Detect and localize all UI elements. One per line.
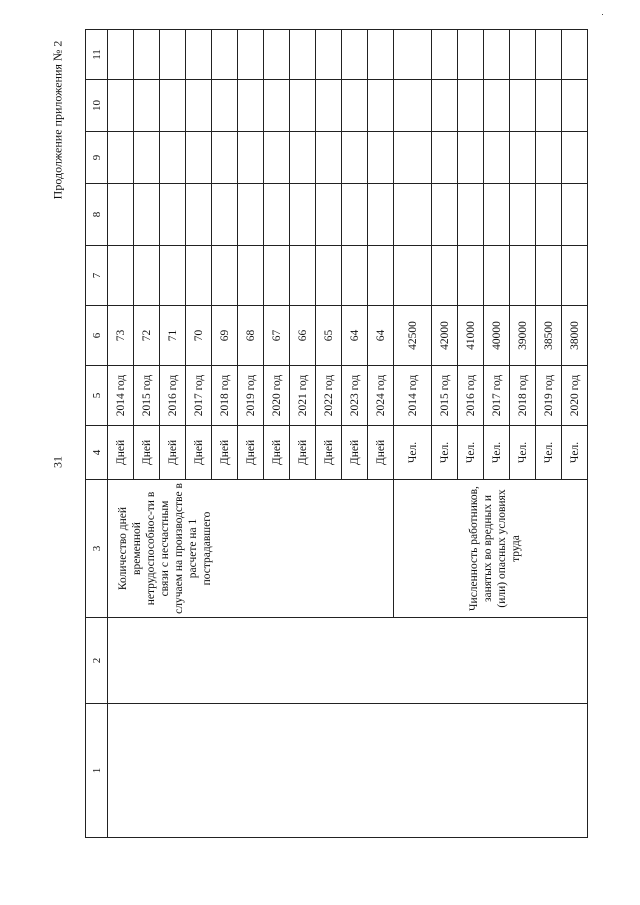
- empty-cell-col9: [562, 132, 588, 184]
- year-cell: 2014 год: [108, 366, 134, 426]
- column-number-9: 9: [86, 132, 108, 184]
- empty-cell-col10: [342, 80, 368, 132]
- empty-cell-col11: [212, 30, 238, 80]
- empty-cell-col9: [134, 132, 160, 184]
- empty-cell-col11: [108, 30, 134, 80]
- unit-cell: Чел.: [458, 426, 484, 480]
- unit-cell: Дней: [316, 426, 342, 480]
- empty-cell-col10: [510, 80, 536, 132]
- empty-cell-col10: [432, 80, 458, 132]
- empty-cell-col7: [108, 246, 134, 306]
- unit-cell: Чел.: [432, 426, 458, 480]
- appendix-continuation-note: Продолжение приложения № 2: [50, 40, 65, 200]
- empty-cell-col11: [134, 30, 160, 80]
- empty-cell-col8: [160, 184, 186, 246]
- empty-cell-col9: [264, 132, 290, 184]
- empty-cell-col11: [342, 30, 368, 80]
- empty-cell-col9: [186, 132, 212, 184]
- value-cell: 67: [264, 306, 290, 366]
- empty-cell-col8: [368, 184, 394, 246]
- empty-cell-col8: [186, 184, 212, 246]
- empty-cell-col10: [264, 80, 290, 132]
- year-cell: 2020 год: [264, 366, 290, 426]
- empty-cell-col9: [510, 132, 536, 184]
- empty-cell-col9: [394, 132, 432, 184]
- empty-cell-col10: [238, 80, 264, 132]
- unit-cell: Чел.: [394, 426, 432, 480]
- empty-cell-col11: [160, 30, 186, 80]
- empty-cell-col9: [212, 132, 238, 184]
- year-cell: 2023 год: [342, 366, 368, 426]
- column-number-3: 3: [86, 480, 108, 618]
- empty-cell-col7: [562, 246, 588, 306]
- year-cell: 2019 год: [536, 366, 562, 426]
- unit-cell: Дней: [342, 426, 368, 480]
- empty-cell-col8: [510, 184, 536, 246]
- empty-cell-col7: [134, 246, 160, 306]
- indicator-name: Численность работников, занятых во вредных и (или) опасных условиях труда: [394, 480, 588, 618]
- empty-cell-col10: [108, 80, 134, 132]
- empty-cell-col8: [134, 184, 160, 246]
- empty-cell-col9: [160, 132, 186, 184]
- empty-cell-col7: [238, 246, 264, 306]
- empty-cell-col8: [108, 184, 134, 246]
- empty-cell-col10: [160, 80, 186, 132]
- value-cell: 38000: [562, 306, 588, 366]
- year-cell: 2015 год: [432, 366, 458, 426]
- empty-cell-col11: [536, 30, 562, 80]
- data-table-frame: [85, 30, 581, 838]
- empty-cell-col8: [484, 184, 510, 246]
- empty-cell-col8: [212, 184, 238, 246]
- empty-cell-col9: [432, 132, 458, 184]
- column-number-5: 5: [86, 366, 108, 426]
- value-cell: 39000: [510, 306, 536, 366]
- empty-cell-col11: [432, 30, 458, 80]
- empty-cell-col8: [238, 184, 264, 246]
- unit-cell: Дней: [186, 426, 212, 480]
- empty-cell-col9: [536, 132, 562, 184]
- value-cell: 71: [160, 306, 186, 366]
- empty-cell-col7: [484, 246, 510, 306]
- empty-cell-col8: [394, 184, 432, 246]
- empty-cell-col9: [342, 132, 368, 184]
- empty-cell-col7: [368, 246, 394, 306]
- empty-cell-col11: [510, 30, 536, 80]
- empty-cell-col10: [186, 80, 212, 132]
- value-cell: 70: [186, 306, 212, 366]
- year-cell: 2020 год: [562, 366, 588, 426]
- empty-cell-col9: [290, 132, 316, 184]
- column-number-10: 10: [86, 80, 108, 132]
- unit-cell: Чел.: [510, 426, 536, 480]
- year-cell: 2015 год: [134, 366, 160, 426]
- empty-cell-col8: [342, 184, 368, 246]
- column-number-1: 1: [86, 704, 108, 838]
- unit-cell: Дней: [238, 426, 264, 480]
- unit-cell: Дней: [212, 426, 238, 480]
- empty-cell-col10: [316, 80, 342, 132]
- unit-cell: Дней: [264, 426, 290, 480]
- empty-cell-col11: [484, 30, 510, 80]
- empty-cell-col11: [238, 30, 264, 80]
- empty-cell-col9: [238, 132, 264, 184]
- value-cell: 66: [290, 306, 316, 366]
- empty-cell-col7: [316, 246, 342, 306]
- unit-cell: Дней: [134, 426, 160, 480]
- indicator-table: [85, 29, 588, 838]
- empty-cell-col7: [432, 246, 458, 306]
- value-cell: 42500: [394, 306, 432, 366]
- empty-cell-col8: [536, 184, 562, 246]
- empty-cell-col8: [562, 184, 588, 246]
- page-number: 31: [50, 456, 65, 468]
- empty-cell-col2: [108, 618, 588, 704]
- empty-cell-col7: [536, 246, 562, 306]
- empty-cell-col9: [108, 132, 134, 184]
- empty-cell-col10: [536, 80, 562, 132]
- value-cell: 40000: [484, 306, 510, 366]
- empty-cell-col8: [290, 184, 316, 246]
- year-cell: 2019 год: [238, 366, 264, 426]
- empty-cell-col10: [394, 80, 432, 132]
- value-cell: 73: [108, 306, 134, 366]
- empty-cell-col9: [368, 132, 394, 184]
- unit-cell: Чел.: [536, 426, 562, 480]
- column-number-7: 7: [86, 246, 108, 306]
- empty-cell-col7: [264, 246, 290, 306]
- year-cell: 2014 год: [394, 366, 432, 426]
- year-cell: 2024 год: [368, 366, 394, 426]
- value-cell: 42000: [432, 306, 458, 366]
- unit-cell: Чел.: [484, 426, 510, 480]
- year-cell: 2017 год: [186, 366, 212, 426]
- empty-cell-col7: [212, 246, 238, 306]
- empty-cell-col1: [108, 704, 588, 838]
- empty-cell-col10: [458, 80, 484, 132]
- empty-cell-col11: [394, 30, 432, 80]
- empty-cell-col9: [316, 132, 342, 184]
- value-cell: 72: [134, 306, 160, 366]
- unit-cell: Дней: [368, 426, 394, 480]
- column-number-2: 2: [86, 618, 108, 704]
- empty-cell-col10: [134, 80, 160, 132]
- empty-cell-col8: [264, 184, 290, 246]
- value-cell: 65: [316, 306, 342, 366]
- year-cell: 2021 год: [290, 366, 316, 426]
- empty-cell-col11: [316, 30, 342, 80]
- column-number-4: 4: [86, 426, 108, 480]
- empty-cell-col8: [316, 184, 342, 246]
- header-row: [86, 30, 108, 838]
- empty-cell-col8: [458, 184, 484, 246]
- empty-cell-col10: [562, 80, 588, 132]
- empty-cell-col10: [290, 80, 316, 132]
- column-number-11: 11: [86, 30, 108, 80]
- value-cell: 38500: [536, 306, 562, 366]
- unit-cell: Дней: [108, 426, 134, 480]
- empty-cell-col7: [186, 246, 212, 306]
- empty-cell-col11: [368, 30, 394, 80]
- year-cell: 2016 год: [160, 366, 186, 426]
- scan-dot: [602, 14, 603, 15]
- empty-cell-col7: [160, 246, 186, 306]
- empty-cell-col7: [342, 246, 368, 306]
- column-number-8: 8: [86, 184, 108, 246]
- indicator-name: Количество дней временной нетрудоспособнос-ти в связи с несчастным случаем на производстве в расчете на 1 пострадавшего: [108, 480, 394, 618]
- value-cell: 69: [212, 306, 238, 366]
- empty-cell-col7: [290, 246, 316, 306]
- value-cell: 64: [342, 306, 368, 366]
- value-cell: 64: [368, 306, 394, 366]
- empty-cell-col10: [368, 80, 394, 132]
- year-cell: 2017 год: [484, 366, 510, 426]
- empty-cell-col11: [562, 30, 588, 80]
- empty-cell-col7: [458, 246, 484, 306]
- empty-cell-col11: [290, 30, 316, 80]
- empty-cell-col7: [510, 246, 536, 306]
- empty-cell-col9: [484, 132, 510, 184]
- empty-cell-col8: [432, 184, 458, 246]
- column-number-6: 6: [86, 306, 108, 366]
- unit-cell: Дней: [160, 426, 186, 480]
- year-cell: 2022 год: [316, 366, 342, 426]
- year-cell: 2018 год: [510, 366, 536, 426]
- value-cell: 41000: [458, 306, 484, 366]
- empty-cell-col7: [394, 246, 432, 306]
- empty-cell-col11: [458, 30, 484, 80]
- table-row: [108, 30, 134, 838]
- year-cell: 2018 год: [212, 366, 238, 426]
- value-cell: 68: [238, 306, 264, 366]
- empty-cell-col11: [186, 30, 212, 80]
- year-cell: 2016 год: [458, 366, 484, 426]
- empty-cell-col10: [212, 80, 238, 132]
- unit-cell: Дней: [290, 426, 316, 480]
- empty-cell-col10: [484, 80, 510, 132]
- unit-cell: Чел.: [562, 426, 588, 480]
- empty-cell-col9: [458, 132, 484, 184]
- empty-cell-col11: [264, 30, 290, 80]
